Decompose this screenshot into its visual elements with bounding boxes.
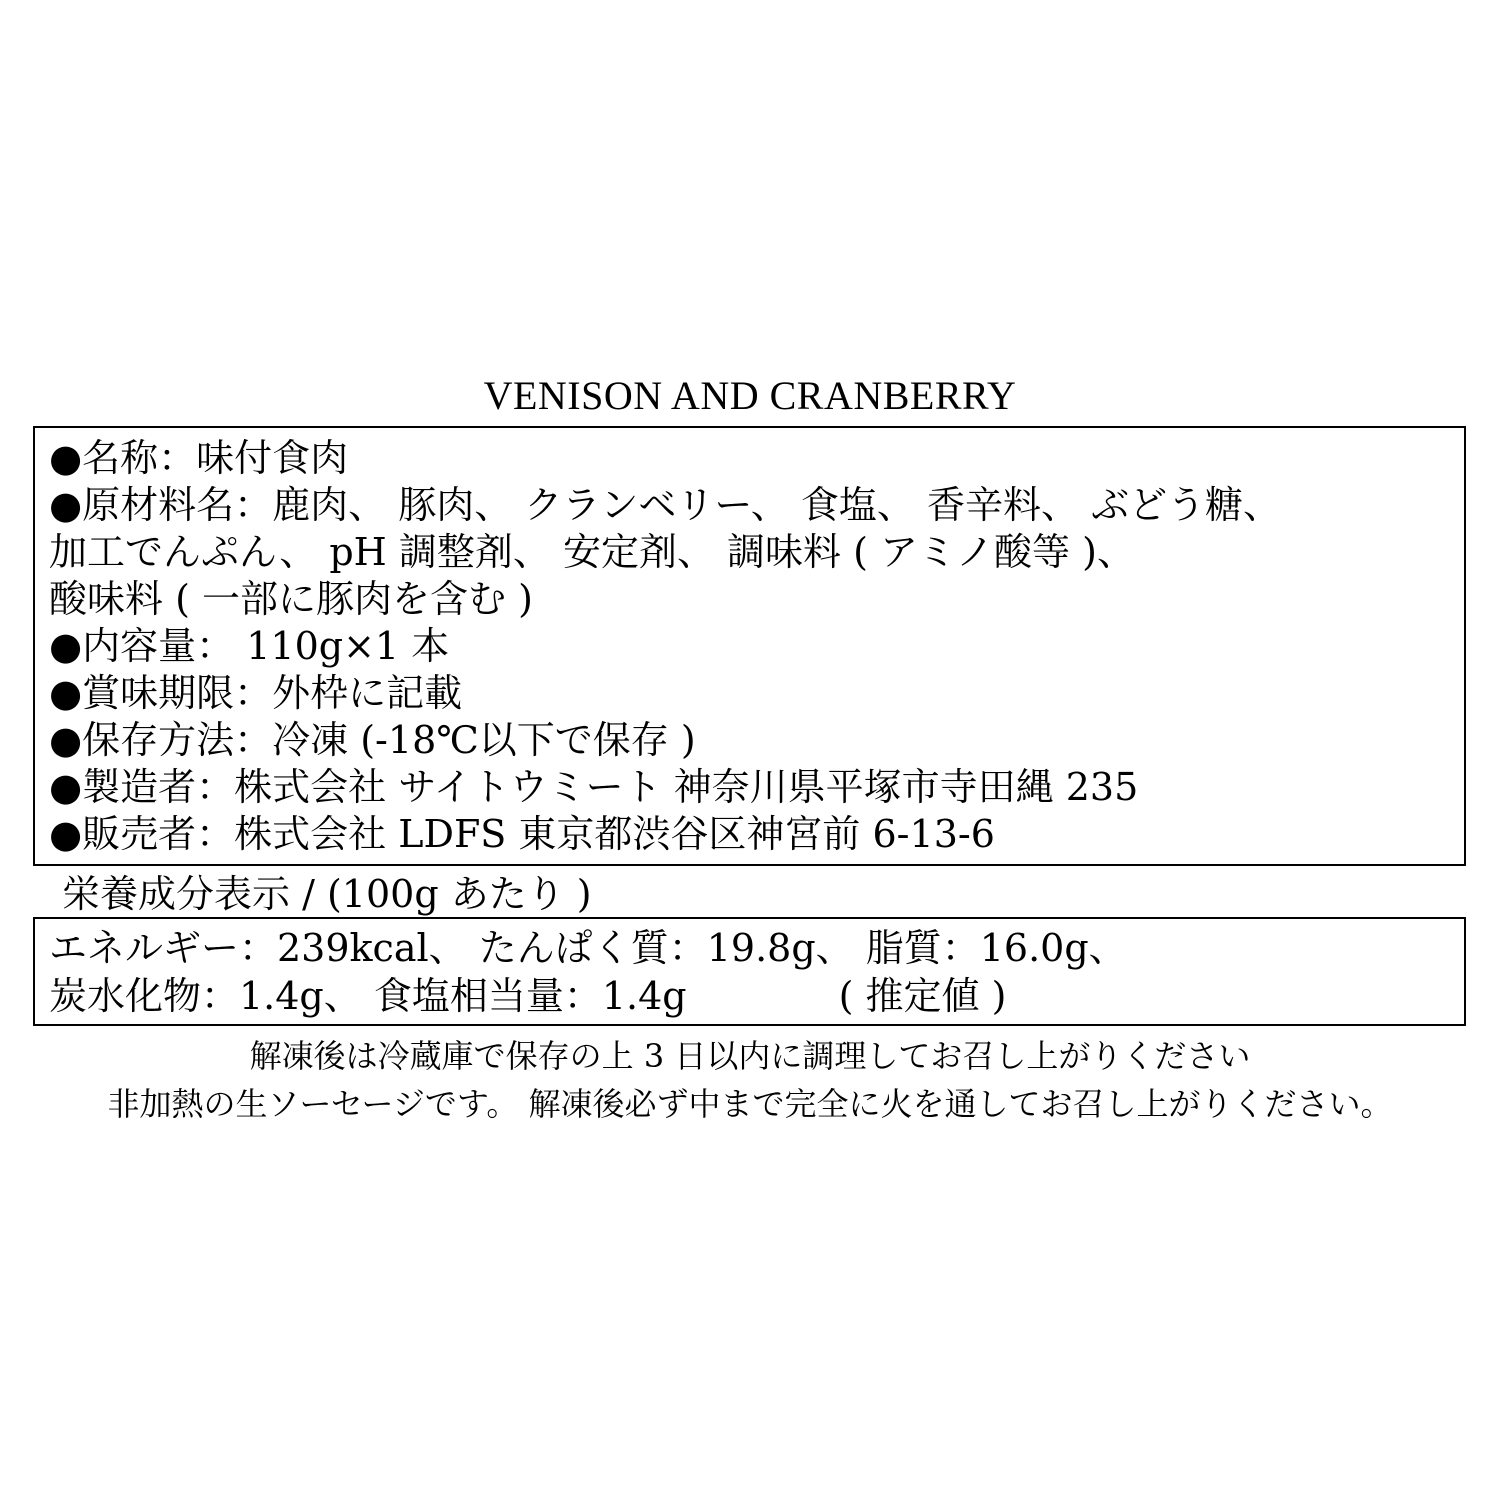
nutrition-line-2: 炭水化物：1.4g、 食塩相当量：1.4g ( 推定値 ) <box>49 974 1007 1018</box>
product-title: VENISON AND CRANBERRY <box>483 373 1017 418</box>
info-line-storage: ●保存方法：冷凍 (-18℃以下で保存 ) <box>49 718 696 762</box>
nutrition-heading: 栄養成分表示 / (100g あたり ) <box>62 872 592 916</box>
info-line-name: ●名称：味付食肉 <box>49 436 349 480</box>
info-line-ingredients-cont-1: 加工でんぷん、 pH 調整剤、 安定剤、 調味料 ( アミノ酸等 )、 <box>49 530 1135 574</box>
nutrition-box <box>33 917 1466 1026</box>
info-line-ingredients-cont-2: 酸味料 ( 一部に豚肉を含む ) <box>49 577 533 621</box>
info-line-manufacturer: ●製造者：株式会社 サイトウミート 神奈川県平塚市寺田縄 235 <box>49 765 1139 809</box>
info-line-seller: ●販売者：株式会社 LDFS 東京都渋谷区神宮前 6-13-6 <box>49 812 995 856</box>
storage-note: 解凍後は冷蔵庫で保存の上 3 日以内に調理してお召し上がりください <box>249 1037 1251 1075</box>
nutrition-line-1: エネルギー：239kcal、 たんぱく質：19.8g、 脂質：16.0g、 <box>49 926 1127 970</box>
info-line-best-before: ●賞味期限：外枠に記載 <box>49 671 463 715</box>
cooking-note: 非加熱の生ソーセージです。 解凍後必ず中まで完全に火を通してお召し上がりください。 <box>107 1085 1393 1123</box>
info-line-ingredients: ●原材料名：鹿肉、 豚肉、 クランベリー、 食塩、 香辛料、 ぶどう糖、 <box>49 483 1282 527</box>
product-info-box <box>33 426 1466 866</box>
info-line-net-content: ●内容量： 110g×1 本 <box>49 624 450 668</box>
